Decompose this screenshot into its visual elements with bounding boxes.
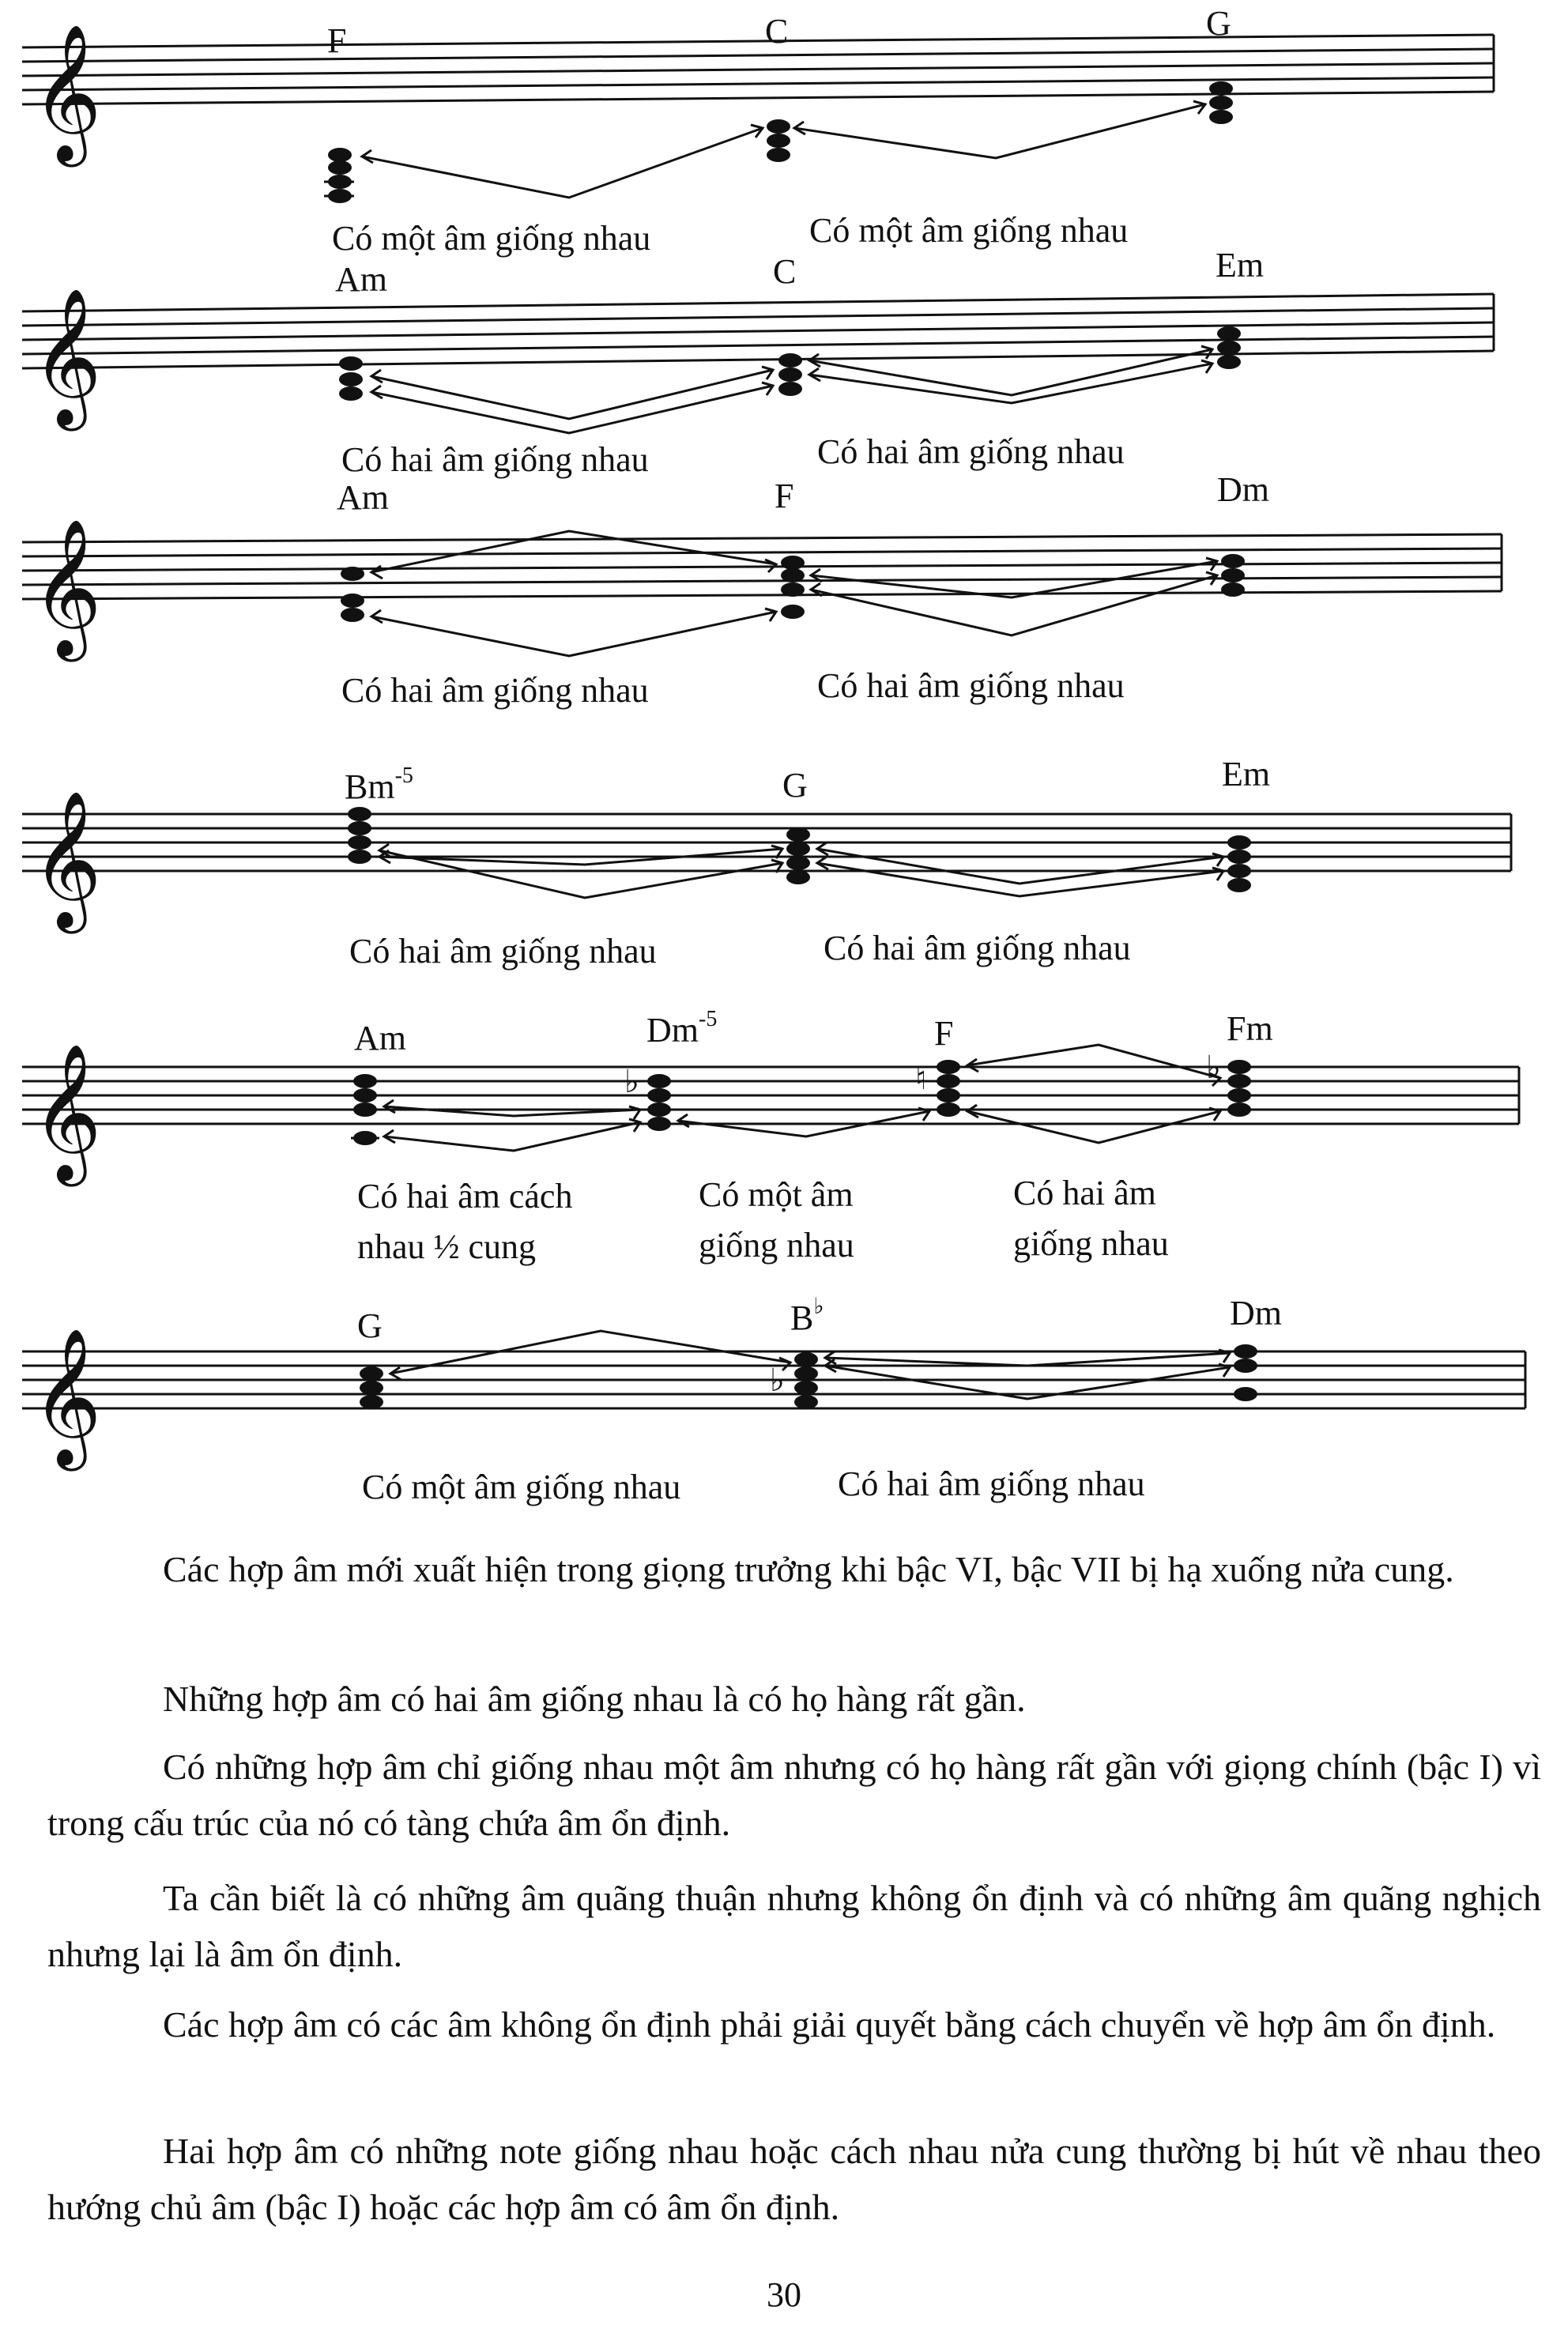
relation-caption: Có hai âm giống nhau	[824, 929, 1131, 967]
flat-icon: ♭	[1206, 1050, 1221, 1086]
chord-name: $Bm^{-5}$	[345, 763, 413, 806]
relation-caption: Có hai âm giống nhau	[341, 440, 649, 479]
relation-caption: Có hai âm giống nhau	[838, 1464, 1145, 1503]
relation-caption: Có một âm giống nhau	[699, 1175, 854, 1265]
chord-name: B♭	[790, 1295, 824, 1337]
chord-name: Fm	[1227, 1009, 1273, 1048]
chord-name: Am	[354, 1019, 406, 1057]
chord-name: C	[773, 252, 797, 291]
relation-caption: Có hai âm cách nhau ½ cung	[357, 1177, 573, 1266]
relation-caption: Có hai âm giống nhau	[1013, 1174, 1169, 1263]
relation-caption: Có hai âm giống nhau	[349, 932, 657, 971]
staff-6-notation	[0, 1272, 1568, 1510]
relation-caption: Có hai âm giống nhau	[817, 432, 1125, 471]
chord-name: F	[934, 1014, 954, 1053]
paragraph: Ta cần biết là có những âm quãng thuận nhưng không ổn định và có những âm quãng nghịch nhưng lại là âm ổn định.	[47, 1878, 1541, 1975]
treble-clef-icon: 𝄞	[32, 1328, 102, 1465]
page-number: 30	[767, 2275, 801, 2314]
relation-caption: Có một âm giống nhau	[809, 211, 1129, 250]
treble-clef-icon: 𝄞	[32, 518, 102, 656]
paragraph: Hai hợp âm có những note giống nhau hoặc cách nhau nửa cung thường bị hút về nhau theo hướng chủ âm (bậc I) hoặc các hợp âm có âm ổn định.	[47, 2131, 1541, 2228]
treble-clef-icon: 𝄞	[32, 288, 102, 425]
treble-clef-icon: 𝄞	[32, 24, 102, 161]
relation-caption: Có một âm giống nhau	[332, 219, 651, 258]
flat-icon: ♭	[770, 1363, 785, 1399]
chord-name: G	[782, 766, 808, 805]
chord-name: Dm	[1217, 470, 1269, 509]
paragraph: Những hợp âm có hai âm giống nhau là có họ hàng rất gần.	[163, 1679, 1026, 1719]
relation-caption: Có hai âm giống nhau	[817, 666, 1125, 705]
chord-name: Em	[1222, 755, 1271, 793]
treble-clef-icon: 𝄞	[32, 1043, 102, 1181]
chord-name: $Dm^{-5}$	[646, 1007, 718, 1050]
chord-name: F	[775, 477, 794, 515]
paragraph: Các hợp âm có các âm không ổn định phải giải quyết bằng cách chuyển về hợp âm ổn định.	[163, 2004, 1496, 2045]
paragraph: Có những hợp âm chỉ giống nhau một âm nhưng có họ hàng rất gần với giọng chính (bậc I) vì trong cấu trúc của nó có tàng chứa âm ổn định.	[47, 1747, 1541, 1844]
chord-name: F	[327, 21, 347, 60]
relation-caption: Có một âm giống nhau	[362, 1468, 681, 1506]
chord-name: Dm	[1230, 1294, 1282, 1332]
treble-clef-icon: 𝄞	[32, 790, 102, 928]
relation-caption: Có hai âm giống nhau	[341, 671, 649, 710]
chord-name: C	[765, 12, 789, 51]
flat-icon: ♭	[624, 1064, 639, 1100]
chord-name: Am	[337, 478, 389, 517]
chord-name: G	[1206, 4, 1231, 43]
chord-name: G	[357, 1306, 383, 1345]
natural-icon: ♮	[915, 1061, 927, 1097]
chord-name: Em	[1216, 246, 1265, 285]
chord-name: Am	[335, 260, 387, 299]
paragraph: Các hợp âm mới xuất hiện trong giọng trưởng khi bậc VI, bậc VII bị hạ xuống nửa cung.	[163, 1549, 1454, 1589]
